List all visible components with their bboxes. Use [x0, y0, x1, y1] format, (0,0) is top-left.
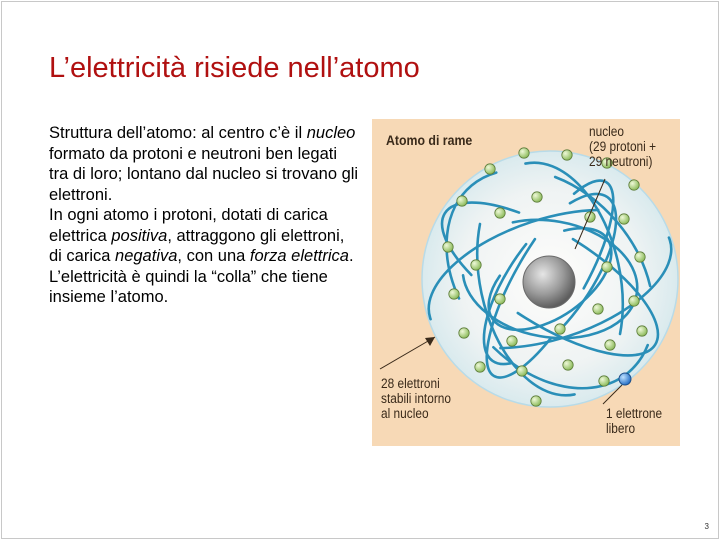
- text-structure-rest: formato da protoni e neutroni ben legati tra di loro; lontano dal nucleo si trovano gli elettroni.: [49, 144, 359, 204]
- slide-title: L’elettricità risiede nell’atomo: [49, 52, 420, 84]
- bound-electron: [531, 396, 541, 406]
- bound-electron: [602, 262, 612, 272]
- text-structure-intro: : al centro c’è il: [192, 124, 307, 142]
- bound-electron: [471, 260, 481, 270]
- bound-electron: [449, 289, 459, 299]
- bound-electron: [562, 150, 572, 160]
- bound-electron: [637, 326, 647, 336]
- bound-electron: [605, 340, 615, 350]
- bound-electrons-label: 28 elettroni stabili intorno al nucleo: [381, 376, 452, 421]
- bound-electron: [629, 180, 639, 190]
- bound-electron: [563, 360, 573, 370]
- text-nucleo: nucleo: [306, 124, 356, 142]
- bound-electron: [532, 192, 542, 202]
- text-force-end: . L’elettricità è quindi la “colla” che tiene insieme l’atomo.: [49, 247, 354, 306]
- text-force-intro: In ogni atomo i protoni, dotati di carica elettrica: [49, 206, 328, 245]
- bound-electron: [495, 208, 505, 218]
- figure-title: Atomo di rame: [386, 132, 473, 148]
- copper-atom-figure: [372, 119, 680, 446]
- bound-electron: [629, 296, 639, 306]
- bound-electron: [593, 304, 603, 314]
- bound-electron: [459, 328, 469, 338]
- nucleus-label: nucleo (29 protoni + 29 neutroni): [589, 124, 657, 169]
- text-structure-heading: Struttura dell’atomo: [49, 124, 193, 142]
- paragraph-structure: [49, 123, 359, 205]
- bound-electron: [495, 294, 505, 304]
- bound-electron: [443, 242, 453, 252]
- free-electron: [619, 373, 631, 385]
- bound-electron: [485, 164, 495, 174]
- text-force-con: , con una: [177, 247, 250, 265]
- text-force-mid: , attraggono gli elettroni, di carica: [49, 226, 345, 265]
- page-number: 3: [704, 522, 709, 531]
- bound-electron: [555, 324, 565, 334]
- text-negativa: negativa: [115, 247, 178, 265]
- bound-electrons-pointer: [380, 337, 435, 369]
- text-positiva: positiva: [111, 226, 168, 245]
- bound-electron: [507, 336, 517, 346]
- bound-electron: [619, 214, 629, 224]
- free-electron-label: 1 elettrone libero: [606, 406, 663, 436]
- bound-electron: [457, 196, 467, 206]
- paragraph-force: [49, 205, 359, 308]
- body-text: [49, 123, 359, 308]
- slide: [1, 1, 719, 539]
- bound-electron: [519, 148, 529, 158]
- bound-electron: [635, 252, 645, 262]
- text-forza-elettrica: forza elettrica: [249, 247, 349, 265]
- bound-electron: [475, 362, 485, 372]
- nucleus: [523, 256, 575, 308]
- bound-electron: [517, 366, 527, 376]
- bound-electron: [599, 376, 609, 386]
